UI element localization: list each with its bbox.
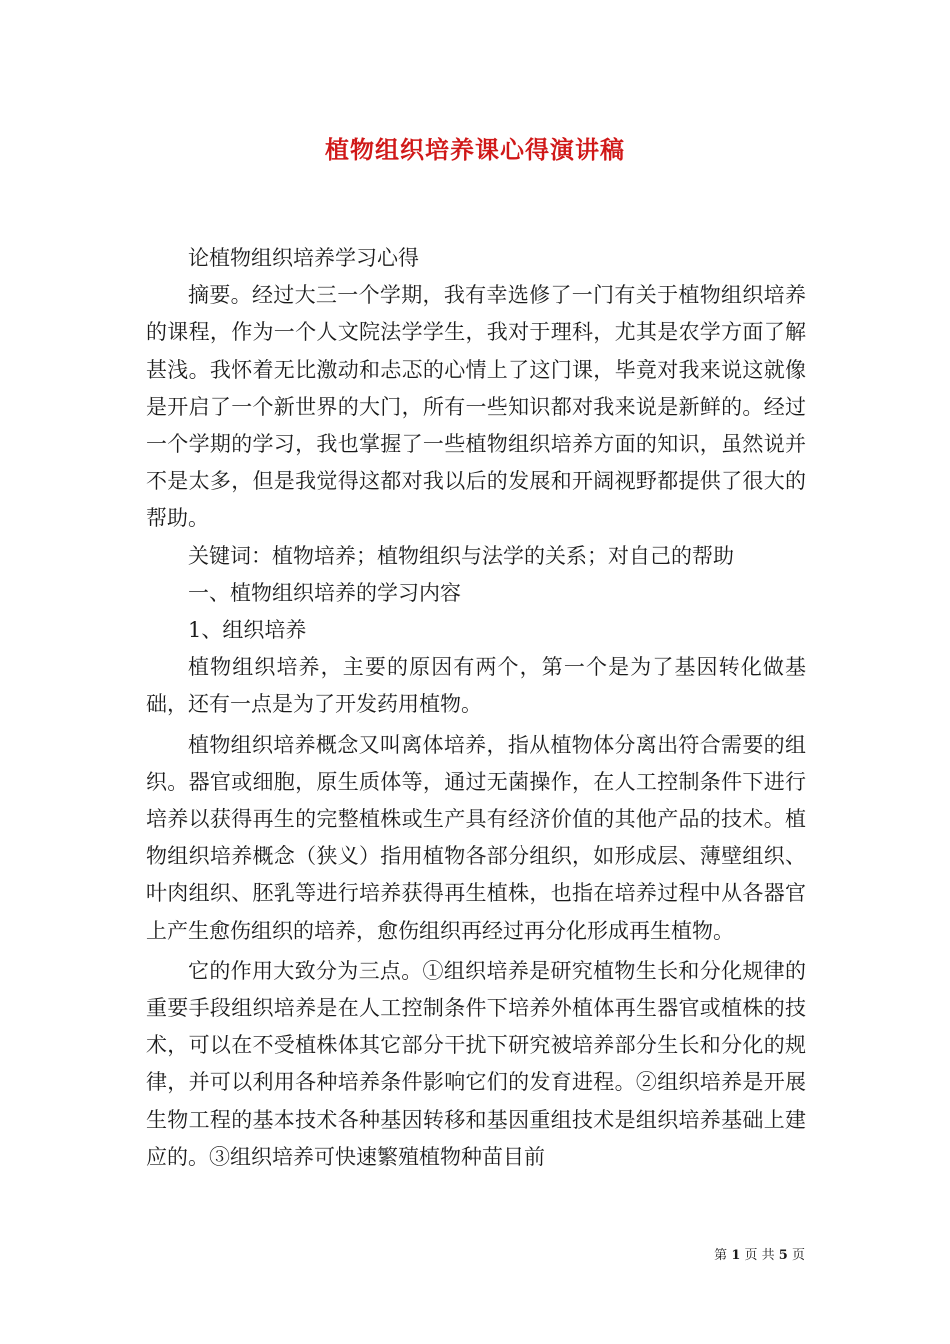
document-body <box>146 240 806 1176</box>
footer-prefix: 第 <box>714 1248 728 1263</box>
footer-current-page: 1 <box>731 1248 741 1263</box>
keywords-paragraph: 关键词：植物培养；植物组织与法学的关系；对自己的帮助 <box>188 543 734 568</box>
abstract-paragraph: 摘要。经过大三一个学期，我有幸选修了一门有关于植物组织培养的课程，作为一个人文院法学学生，我对于理科，尤其是农学方面了解甚浅。我怀着无比激动和忐忑的心情上了这门课，毕竟对我来说这就像是开启了一个新世界的大门，所有一些知识都对我来说是新鲜的。经过一个学期的学习，我也掌握了一些植物组织培养方面的知识，虽然说并不是太多，但是我觉得这都对我以后的发展和开阔视野都提供了很大的帮助。 <box>146 283 806 531</box>
body-paragraph: 植物组织培养概念又叫离体培养，指从植物体分离出符合需要的组织。器官或细胞，原生质体等，通过无菌操作，在人工控制条件下进行培养以获得再生的完整植株或生产具有经济价值的其他产品的技术。植物组织培养概念（狭义）指用植物各部分组织，如形成层、薄壁组织、叶肉组织、胚乳等进行培养获得再生植株，也指在培养过程中从各器官上产生愈伤组织的培养，愈伤组织再经过再分化形成再生植物。 <box>146 732 806 943</box>
document-title: 植物组织培养课心得演讲稿 <box>325 135 625 164</box>
footer-total-pages: 5 <box>778 1248 788 1263</box>
page-footer <box>714 1247 805 1265</box>
subsection-heading: 1、组织培养 <box>188 618 307 643</box>
footer-middle: 页 共 <box>744 1248 775 1263</box>
section-heading: 一、植物组织培养的学习内容 <box>188 580 461 605</box>
paper-subtitle: 论植物组织培养学习心得 <box>188 246 419 270</box>
footer-suffix: 页 <box>791 1248 805 1263</box>
body-paragraph: 植物组织培养，主要的原因有两个，第一个是为了基因转化做基础，还有一点是为了开发药用植物。 <box>146 655 806 717</box>
body-paragraph: 它的作用大致分为三点。①组织培养是研究植物生长和分化规律的重要手段组织培养是在人工控制条件下培养外植体再生器官或植株的技术，可以在不受植株体其它部分干扰下研究被培养部分生长和分化的规律，并可以利用各种培养条件影响它们的发育进程。②组织培养是开展生物工程的基本技术各种基因转移和基因重组技术是组织培养基础上建应的。③组织培养可快速繁殖植物种苗目前 <box>146 958 806 1169</box>
